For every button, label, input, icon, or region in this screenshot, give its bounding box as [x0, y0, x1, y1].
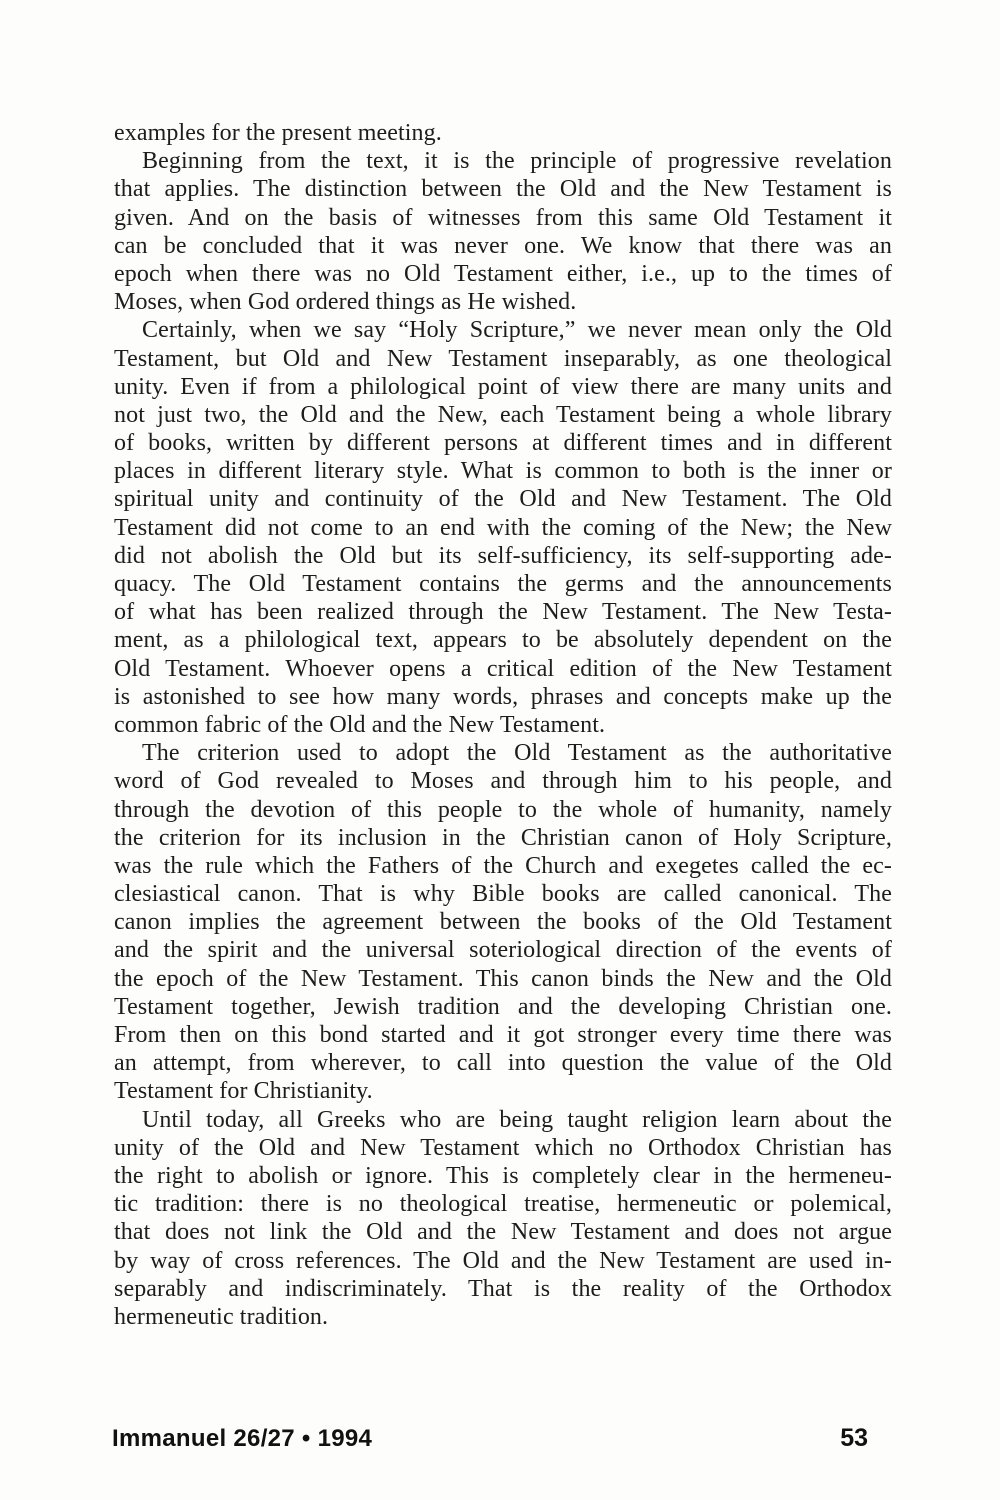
text-line: word of God revealed to Moses and through him to his people, and: [114, 768, 892, 795]
text-line: Testament for Christianity.: [114, 1078, 373, 1105]
text-line: Testament did not come to an end with the coming of the New; the New: [114, 514, 892, 541]
text-line: that does not link the Old and the New Testament and does not argue: [114, 1219, 892, 1246]
page-footer: [112, 1424, 868, 1453]
text-line: Certainly, when we say “Holy Scripture,” we never mean only the Old: [142, 317, 892, 344]
text-line: From then on this bond started and it got stronger every time there was: [114, 1022, 892, 1048]
text-line: by way of cross references. The Old and the New Testament are used in-: [114, 1247, 892, 1274]
paragraph: [114, 119, 892, 147]
text-line: Moses, when God ordered things as He wished.: [114, 289, 577, 316]
paragraph: [114, 316, 892, 739]
text-line: was the rule which the Fathers of the Church and exegetes called the ec-: [114, 852, 892, 879]
text-line: the right to abolish or ignore. This is completely clear in the hermeneu-: [114, 1162, 892, 1189]
text-line: not just two, the Old and the New, each Testament being a whole library: [114, 401, 892, 428]
text-line: of what has been realized through the New Testament. The New Testa-: [114, 599, 892, 626]
text-line: did not abolish the Old but its self-sufficiency, its self-supporting ade-: [114, 542, 892, 569]
text-line: Beginning from the text, it is the principle of progressive revelation: [142, 148, 892, 175]
text-line: Old Testament. Whoever opens a critical edition of the New Testament: [114, 655, 892, 682]
text-line: unity. Even if from a philological point of view there are many units and: [114, 373, 892, 400]
text-line: common fabric of the Old and the New Testament.: [114, 711, 606, 738]
text-line: is astonished to see how many words, phrases and concepts make up the: [114, 683, 892, 710]
text-line: an attempt, from wherever, to call into question the value of the Old: [114, 1050, 892, 1077]
text-line: through the devotion of this people to the whole of humanity, namely: [114, 796, 892, 823]
text-line: quacy. The Old Testament contains the germs and the announcements: [114, 571, 892, 597]
text-line: Until today, all Greeks who are being taught religion learn about the: [142, 1106, 892, 1133]
page-number: 53: [840, 1424, 868, 1452]
text-line: that applies. The distinction between the Old and the New Testament is: [114, 176, 892, 203]
text-line: and the spirit and the universal soteriological direction of the events of: [114, 937, 892, 964]
text-line: places in different literary style. What is common to both is the inner or: [114, 458, 892, 485]
journal-issue: Immanuel 26/27 • 1994: [112, 1425, 373, 1452]
text-line: Testament together, Jewish tradition and the developing Christian one.: [114, 993, 892, 1020]
text-line: tic tradition: there is no theological treatise, hermeneutic or polemical,: [114, 1191, 892, 1218]
text-line: Testament, but Old and New Testament inseparably, as one theological: [114, 345, 892, 372]
text-line: given. And on the basis of witnesses from this same Old Testament it: [114, 204, 892, 231]
text-line: of books, written by different persons at different times and in different: [114, 430, 892, 457]
paragraph: [114, 739, 892, 1105]
text-line: the criterion for its inclusion in the Christian canon of Holy Scripture,: [114, 824, 892, 851]
text-line: epoch when there was no Old Testament either, i.e., up to the times of: [114, 260, 892, 287]
text-line: the epoch of the New Testament. This canon binds the New and the Old: [114, 965, 892, 992]
paragraph: [114, 147, 892, 316]
text-line: separably and indiscriminately. That is the reality of the Orthodox: [114, 1275, 892, 1302]
text-line: can be concluded that it was never one. We know that there was an: [114, 232, 892, 259]
text-line: canon implies the agreement between the books of the Old Testament: [114, 909, 892, 936]
body-text: [114, 119, 892, 1331]
text-line: ment, as a philological text, appears to be absolutely dependent on the: [114, 627, 892, 654]
text-line: clesiastical canon. That is why Bible books are called canonical. The: [114, 881, 892, 908]
text-line: The criterion used to adopt the Old Testament as the authoritative: [142, 740, 892, 767]
text-line: examples for the present meeting.: [114, 120, 442, 146]
text-line: hermeneutic tradition.: [114, 1303, 329, 1330]
text-line: spiritual unity and continuity of the Old and New Testament. The Old: [114, 486, 892, 513]
paragraph: [114, 1106, 892, 1332]
text-line: unity of the Old and New Testament which no Orthodox Christian has: [114, 1134, 892, 1161]
